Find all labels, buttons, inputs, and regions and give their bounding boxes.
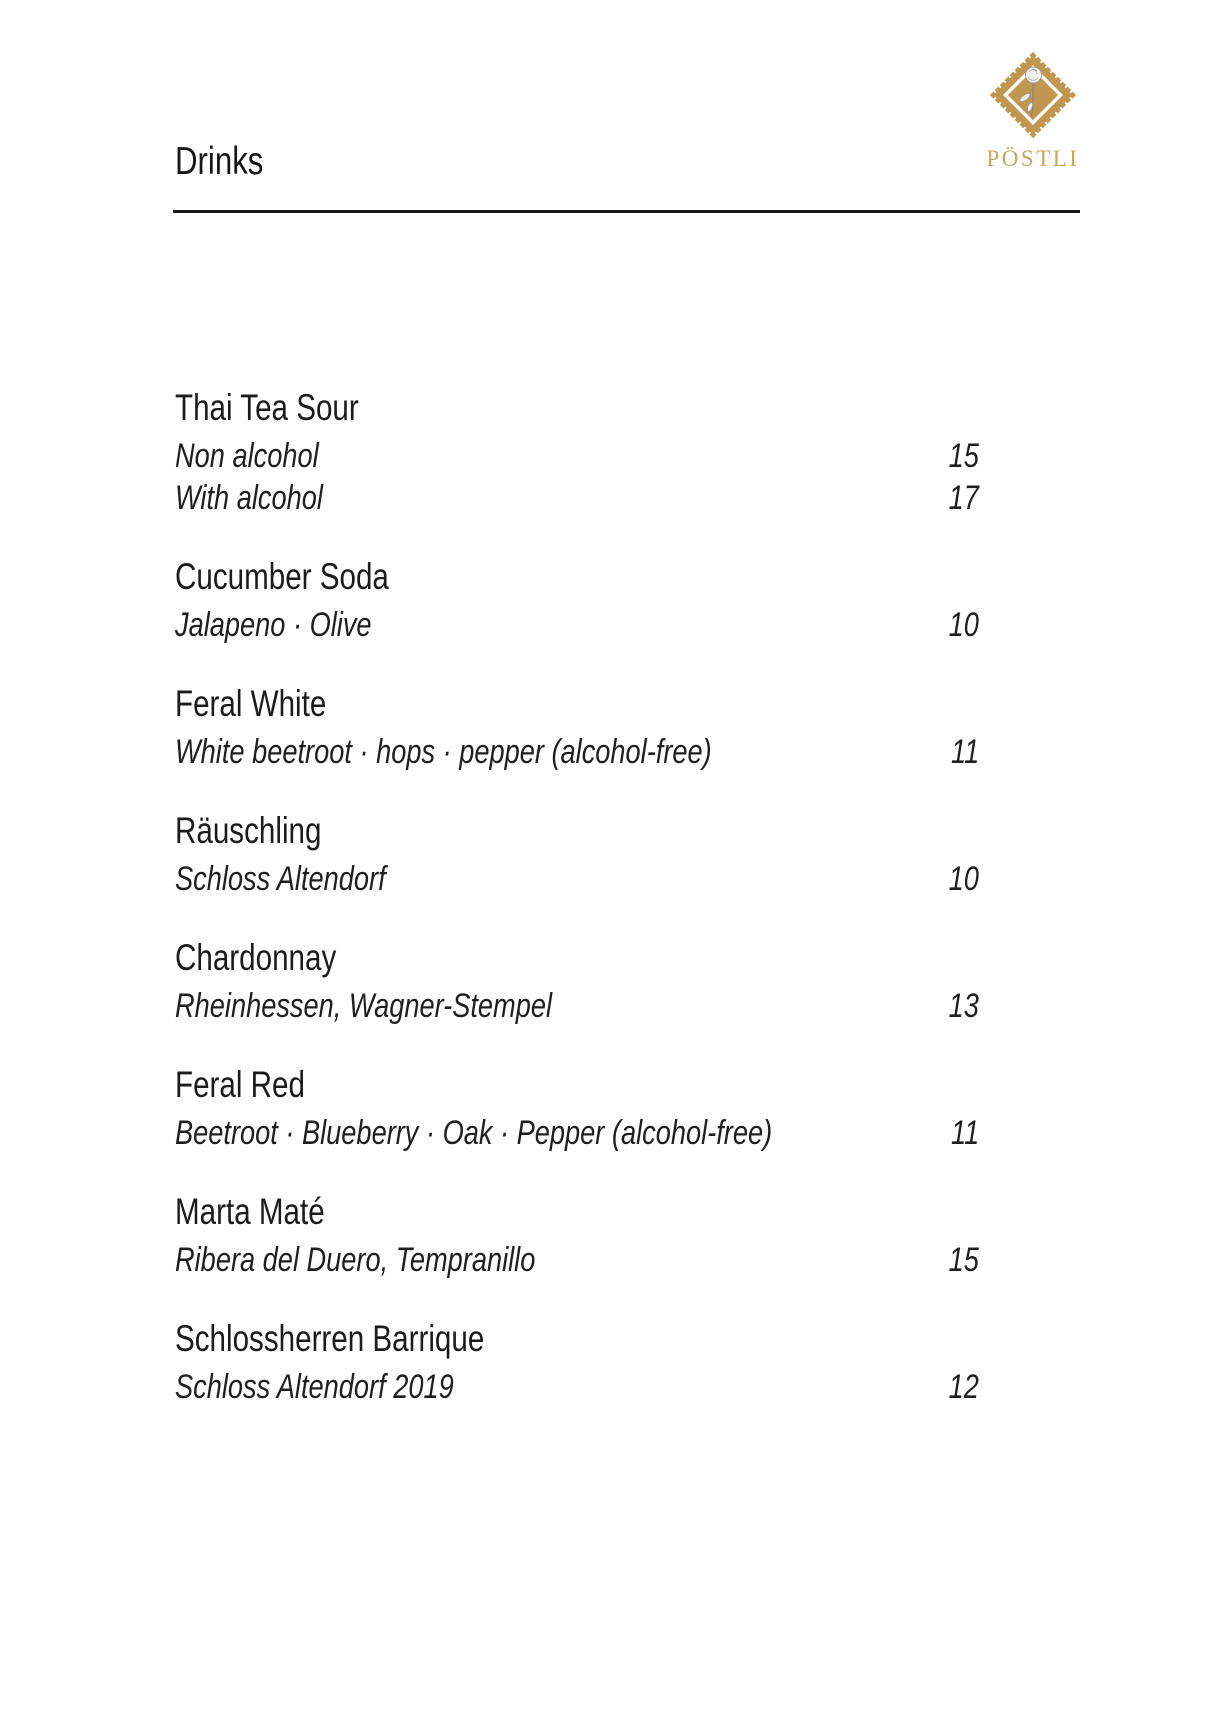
item-name: Marta Maté	[175, 1191, 325, 1232]
menu-item	[175, 386, 979, 519]
item-price: 15	[948, 1241, 979, 1279]
item-price: 15	[948, 437, 979, 475]
item-name: Feral White	[175, 683, 327, 724]
item-price: 17	[948, 479, 979, 517]
item-description: Jalapeno · Olive	[175, 606, 372, 644]
item-name: Schlossherren Barrique	[175, 1318, 485, 1359]
item-name: Thai Tea Sour	[175, 387, 359, 428]
item-price: 13	[948, 987, 979, 1025]
item-description: Schloss Altendorf	[175, 860, 386, 898]
stamp-diamond-icon	[988, 50, 1078, 140]
divider	[173, 210, 1080, 213]
item-line	[175, 477, 979, 519]
item-description: Ribera del Duero, Tempranillo	[175, 1241, 536, 1279]
page-title: Drinks	[175, 140, 264, 183]
item-description: Non alcohol	[175, 437, 319, 475]
item-description: Beetroot · Blueberry · Oak · Pepper (alcohol-free)	[175, 1114, 773, 1152]
item-description: White beetroot · hops · pepper (alcohol-free)	[175, 733, 712, 771]
item-price: 10	[948, 860, 979, 898]
item-line	[175, 1239, 979, 1281]
item-price: 12	[948, 1368, 979, 1406]
item-line	[175, 731, 979, 773]
menu-item	[175, 1190, 979, 1281]
menu-item	[175, 936, 979, 1027]
menu-item	[175, 555, 979, 646]
item-line	[175, 1112, 979, 1154]
menu-item	[175, 809, 979, 900]
menu-list	[175, 386, 979, 1444]
item-line	[175, 435, 979, 477]
logo-wordmark: PÖSTLI	[986, 146, 1080, 171]
item-description: With alcohol	[175, 479, 323, 517]
menu-item	[175, 682, 979, 773]
item-price: 11	[950, 1114, 979, 1152]
postli-logo	[985, 50, 1081, 171]
item-line	[175, 604, 979, 646]
menu-item	[175, 1317, 979, 1408]
item-line	[175, 858, 979, 900]
item-name: Feral Red	[175, 1064, 305, 1105]
item-name: Cucumber Soda	[175, 556, 389, 597]
item-price: 11	[950, 733, 979, 771]
item-line	[175, 985, 979, 1027]
item-name: Räuschling	[175, 810, 322, 851]
item-name: Chardonnay	[175, 937, 337, 978]
item-line	[175, 1366, 979, 1408]
item-description: Rheinhessen, Wagner-Stempel	[175, 987, 552, 1025]
item-price: 10	[948, 606, 979, 644]
menu-item	[175, 1063, 979, 1154]
item-description: Schloss Altendorf 2019	[175, 1368, 454, 1406]
